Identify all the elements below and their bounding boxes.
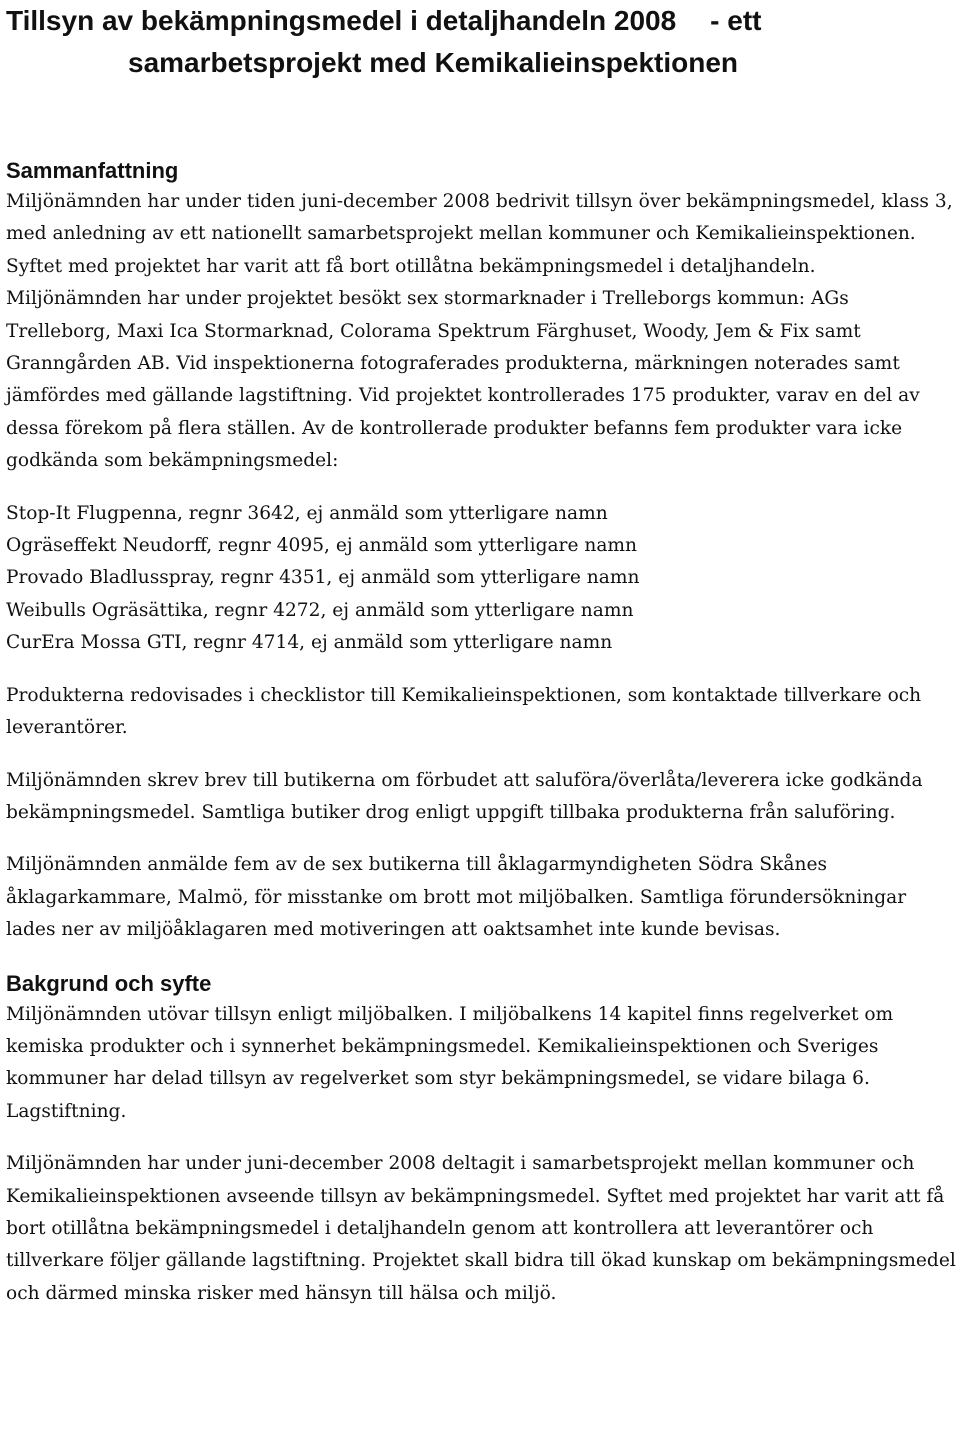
product-item: Provado Bladlusspray, regnr 4351, ej anmäld som ytterligare namn (6, 567, 640, 589)
title-line-1 (6, 0, 956, 42)
summary-paragraph-2: Produkterna redovisades i checklistor till Kemikalieinspektionen, som kontaktade tillverkare och leverantörer. (6, 684, 922, 739)
product-item: Ogräseffekt Neudorff, regnr 4095, ej anmäld som ytterligare namn (6, 535, 638, 557)
document-title (6, 0, 956, 84)
background-paragraph-1: Miljönämnden utövar tillsyn enligt miljöbalken. I miljöbalkens 14 kapitel finns regelverket om kemiska produkter och i synnerhet bekämpningsmedel. Kemikalieinspektionen och Sveriges kommuner har delad tillsyn av regelverket som styr bekämpningsmedel, se vidare bilaga 6. Lagstiftning. (6, 1003, 894, 1122)
product-item: Weibulls Ogräsättika, regnr 4272, ej anmäld som ytterligare namn (6, 599, 634, 621)
summary-heading: Sammanfattning (6, 158, 179, 183)
spacer (6, 745, 956, 765)
summary-paragraph-4: Miljönämnden anmälde fem av de sex butikerna till åklagarmyndigheten Södra Skånes åklagarkammare, Malmö, för misstanke om brott mot miljöbalken. Samtliga förundersökningar lades ner av miljöåklagaren med motiveringen att oaktsamhet inte kunde bevisas. (6, 854, 907, 941)
title-line-1-text: Tillsyn av bekämpningsmedel i detaljhandeln 2008 (6, 5, 677, 36)
spacer (6, 478, 956, 498)
spacer (6, 1128, 956, 1148)
product-list (6, 498, 956, 660)
document-page (6, 0, 956, 1310)
spacer (6, 660, 956, 680)
product-item: Stop-It Flugpenna, regnr 3642, ej anmäld som ytterligare namn (6, 502, 608, 524)
title-line-2: samarbetsprojekt med Kemikalieinspektionen (128, 47, 738, 78)
summary-paragraph-1: Miljönämnden har under tiden juni-december 2008 bedrivit tillsyn över bekämpningsmedel, klass 3, med anledning av ett nationellt samarbetsprojekt mellan kommuner och Kemikalieinspektionen. Syftet med projektet har varit att få bort otillåtna bekämpningsmedel i detaljhandeln. Miljönämnden har under projektet besökt sex stormarknader i Trelleborgs kommun: AGs Trelleborg, Maxi Ica Stormarknad, Colorama Spektrum Färghuset, Woody, Jem & Fix samt Granngården AB. Vid inspektionerna fotograferades produkterna, märkningen noterades samt jämfördes med gällande lagstiftning. Vid projektet kontrollerades 175 produkter, varav en del av dessa förekom på flera ställen. Av de kontrollerade produkter befanns fem produkter vara icke godkända som bekämpningsmedel: (6, 191, 953, 472)
background-paragraph-2: Miljönämnden har under juni-december 2008 deltagit i samarbetsprojekt mellan kommuner och Kemikalieinspektionen avseende tillsyn av bekämpningsmedel. Syftet med projektet har varit att få bort otillåtna bekämpningsmedel i detaljhandeln genom att kontrollera att leverantörer och tillverkare följer gällande lagstiftning. Projektet skall bidra till ökad kunskap om bekämpningsmedel och därmed minska risker med hänsyn till hälsa och miljö. (6, 1153, 956, 1304)
title-dash: - ett (710, 5, 762, 36)
spacer (6, 829, 956, 849)
product-item: CurEra Mossa GTI, regnr 4714, ej anmäld som ytterligare namn (6, 632, 613, 654)
background-heading: Bakgrund och syfte (6, 970, 212, 996)
summary-paragraph-3: Miljönämnden skrev brev till butikerna om förbudet att saluföra/överlåta/leverera icke godkända bekämpningsmedel. Samtliga butiker drog enligt uppgift tillbaka produkterna från saluföring. (6, 769, 923, 823)
